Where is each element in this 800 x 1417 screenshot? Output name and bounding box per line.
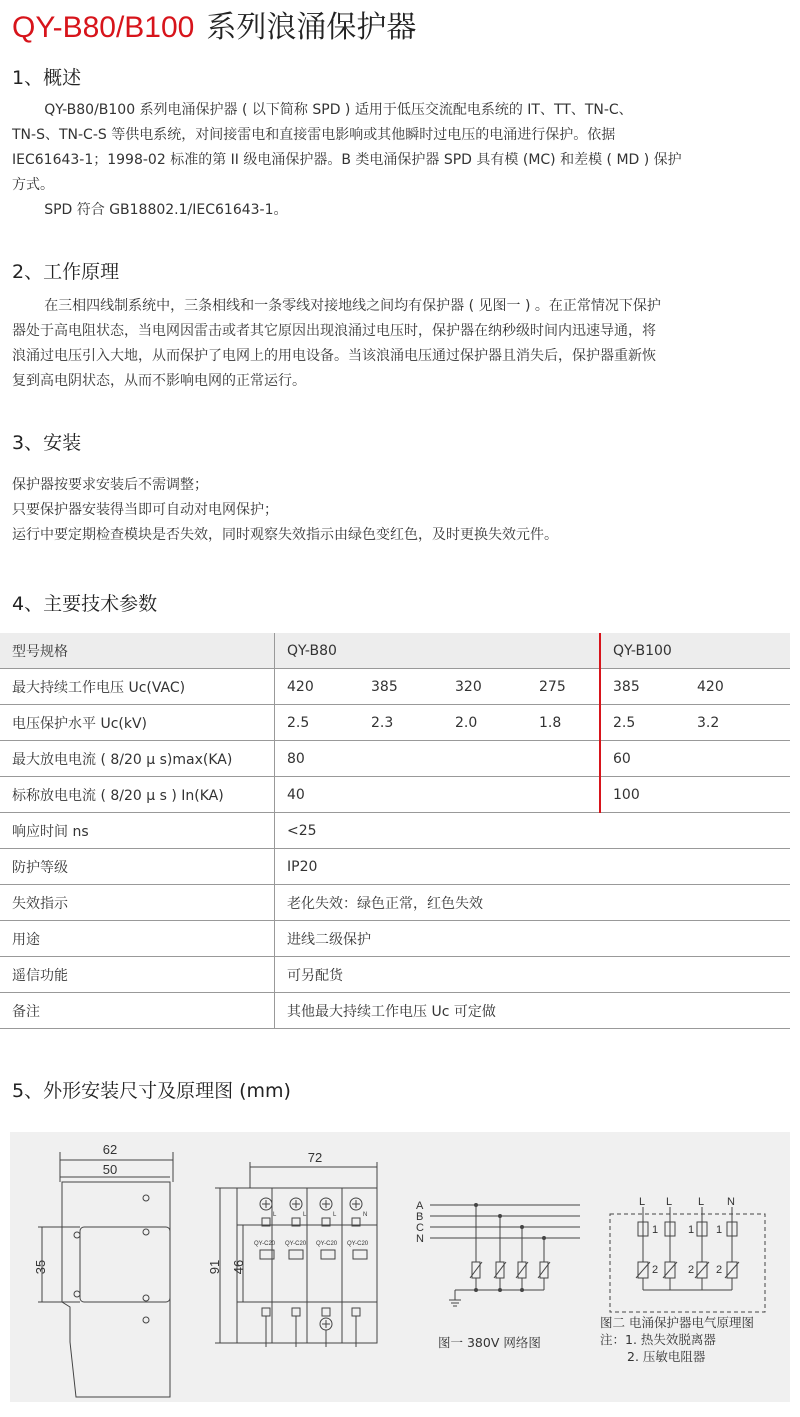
dim-46: 46 <box>231 1259 246 1275</box>
row-label: 标称放电电流 ( 8/20 μ s ) In(KA) <box>0 777 275 813</box>
fig2-label-l: L <box>666 1196 673 1208</box>
section-1-line: IEC61643-1；1998-02 标准的第 II 级电涌保护器。B 类电涌保护器 SPD 具有模 (MC) 和差模 ( MD ) 保护 <box>12 152 682 168</box>
fig2-label-2: 2 <box>688 1264 695 1276</box>
section-5-heading: 5、外形安装尺寸及原理图 (mm) <box>12 1080 291 1102</box>
section-1-heading: 1、概述 <box>12 67 82 89</box>
dim-35: 35 <box>33 1259 48 1275</box>
section-1-line: TN-S、TN-C-S 等供电系统，对间接雷电和直接雷电影响或其他瞬时过电压的电涌进行保护。依据 <box>12 127 616 143</box>
row-label: 失效指示 <box>0 885 275 921</box>
section-1-compliance: SPD 符合 GB18802.1/IEC61643-1。 <box>44 202 288 218</box>
dim-72: 72 <box>307 1150 323 1165</box>
row-label: 响应时间 ns <box>0 813 275 849</box>
fig2-circuit-diagram <box>610 1207 765 1312</box>
row-label: 最大持续工作电压 Uc(VAC) <box>0 669 275 705</box>
front-view-outline <box>215 1162 377 1347</box>
section-2-text <box>12 294 790 394</box>
table-row <box>0 813 790 849</box>
row-label: 用途 <box>0 921 275 957</box>
table-row <box>0 777 790 813</box>
dim-91: 91 <box>207 1259 222 1275</box>
title-name: 系列浪涌保护器 <box>206 10 417 45</box>
section-2-line: 器处于高电阻状态，当电网因雷击或者其它原因出现浪涌过电压时，保护器在纳秒级时间内迅速导通，将 <box>12 323 656 339</box>
line-label-n: N <box>416 1233 424 1245</box>
table-row <box>0 885 790 921</box>
cell: 385 <box>359 669 443 705</box>
header-b100: QY-B100 <box>600 633 790 669</box>
cell: 420 <box>275 669 360 705</box>
cell: 1.8 <box>527 705 600 741</box>
table-row <box>0 849 790 885</box>
table-row <box>0 957 790 993</box>
section-4-heading: 4、主要技术参数 <box>12 593 158 615</box>
fig2-label-1: 1 <box>652 1224 659 1236</box>
fig2-label-l: L <box>698 1196 705 1208</box>
module-label: QY-C20 <box>316 1241 338 1247</box>
cell: 2.0 <box>443 705 527 741</box>
module-label: QY-C20 <box>254 1241 276 1247</box>
cell: 2.5 <box>275 705 360 741</box>
fig2-note-1: 注：1. 热失效脱离器 <box>600 1332 716 1347</box>
cell: 40 <box>275 777 601 813</box>
section-2-heading: 2、工作原理 <box>12 261 120 283</box>
table-row <box>0 741 790 777</box>
cell: 其他最大持续工作电压 Uc 可定做 <box>275 993 791 1029</box>
line-label-c: C <box>416 1222 424 1234</box>
module-label: QY-C20 <box>347 1241 369 1247</box>
fig2-label-l: L <box>639 1196 646 1208</box>
terminal-label: L <box>303 1212 307 1218</box>
row-label: 最大放电电流 ( 8/20 μ s)max(KA) <box>0 741 275 777</box>
fig1-caption: 图一 380V 网络图 <box>438 1335 541 1350</box>
terminal-label: N <box>363 1212 368 1218</box>
cell: <25 <box>275 813 791 849</box>
section-3-line: 保护器按要求安装后不需调整； <box>12 477 208 493</box>
cell: 320 <box>443 669 527 705</box>
section-2-line: 在三相四线制系统中，三条相线和一条零线对接地线之间均有保护器 ( 见图一 ) 。在正常情况下保护 <box>44 298 661 314</box>
row-label: 遥信功能 <box>0 957 275 993</box>
dim-62: 62 <box>102 1142 118 1157</box>
section-3-line: 只要保护器安装得当即可自动对电网保护； <box>12 502 278 518</box>
fig2-label-n: N <box>727 1196 735 1208</box>
cell: 60 <box>600 741 790 777</box>
section-3-heading: 3、安装 <box>12 432 82 454</box>
line-label-a: A <box>416 1200 424 1212</box>
line-label-b: B <box>416 1211 424 1223</box>
table-row <box>0 921 790 957</box>
figures-panel <box>10 1132 790 1402</box>
row-label: 备注 <box>0 993 275 1029</box>
row-label: 防护等级 <box>0 849 275 885</box>
cell: 可另配货 <box>275 957 791 993</box>
cell: 100 <box>600 777 790 813</box>
fig2-note-2: 2. 压敏电阻器 <box>627 1349 706 1364</box>
table-row <box>0 993 790 1029</box>
cell: 老化失效：绿色正常，红色失效 <box>275 885 791 921</box>
fig1-network-diagram <box>430 1205 580 1306</box>
cell: 275 <box>527 669 600 705</box>
cell: 420 <box>685 669 790 705</box>
header-b80: QY-B80 <box>275 633 601 669</box>
cell: 2.5 <box>600 705 685 741</box>
fig2-label-2: 2 <box>716 1264 723 1276</box>
fig2-label-2: 2 <box>652 1264 659 1276</box>
module-label: QY-C20 <box>285 1241 307 1247</box>
dim-50: 50 <box>102 1162 118 1177</box>
cell: 进线二级保护 <box>275 921 791 957</box>
fig2-label-1: 1 <box>688 1224 695 1236</box>
title-model: QY-B80/B100 <box>12 11 195 44</box>
page-title <box>12 10 416 46</box>
cell: 3.2 <box>685 705 790 741</box>
table-row <box>0 669 790 705</box>
terminal-label: L <box>273 1212 277 1218</box>
section-2-line: 复到高电阴状态，从而不影响电网的正常运行。 <box>12 373 306 389</box>
section-2-line: 浪涌过电压引入大地，从而保护了电网上的用电设备。当该浪涌电压通过保护器且消失后，保护器重新恢 <box>12 348 656 364</box>
section-1-text <box>12 98 790 223</box>
section-3-text <box>12 473 790 548</box>
terminal-label: L <box>333 1212 337 1218</box>
fig2-label-1: 1 <box>716 1224 723 1236</box>
section-3-line: 运行中要定期检查模块是否失效，同时观察失效指示由绿色变红色，及时更换失效元件。 <box>12 527 558 543</box>
cell: 2.3 <box>359 705 443 741</box>
row-label: 电压保护水平 Uc(kV) <box>0 705 275 741</box>
cell: 80 <box>275 741 601 777</box>
table-row <box>0 705 790 741</box>
section-1-line: 方式。 <box>12 177 54 193</box>
header-label: 型号规格 <box>0 633 275 669</box>
side-profile-outline <box>38 1152 173 1397</box>
section-1-line: QY-B80/B100 系列电涌保护器 ( 以下简称 SPD ) 适用于低压交流配电系统的 IT、TT、TN-C、 <box>44 102 633 118</box>
cell: 385 <box>600 669 685 705</box>
cell: IP20 <box>275 849 791 885</box>
spec-table <box>0 633 790 1029</box>
table-header-row <box>0 633 790 669</box>
fig2-caption: 图二 电涌保护器电气原理图 <box>600 1315 754 1330</box>
